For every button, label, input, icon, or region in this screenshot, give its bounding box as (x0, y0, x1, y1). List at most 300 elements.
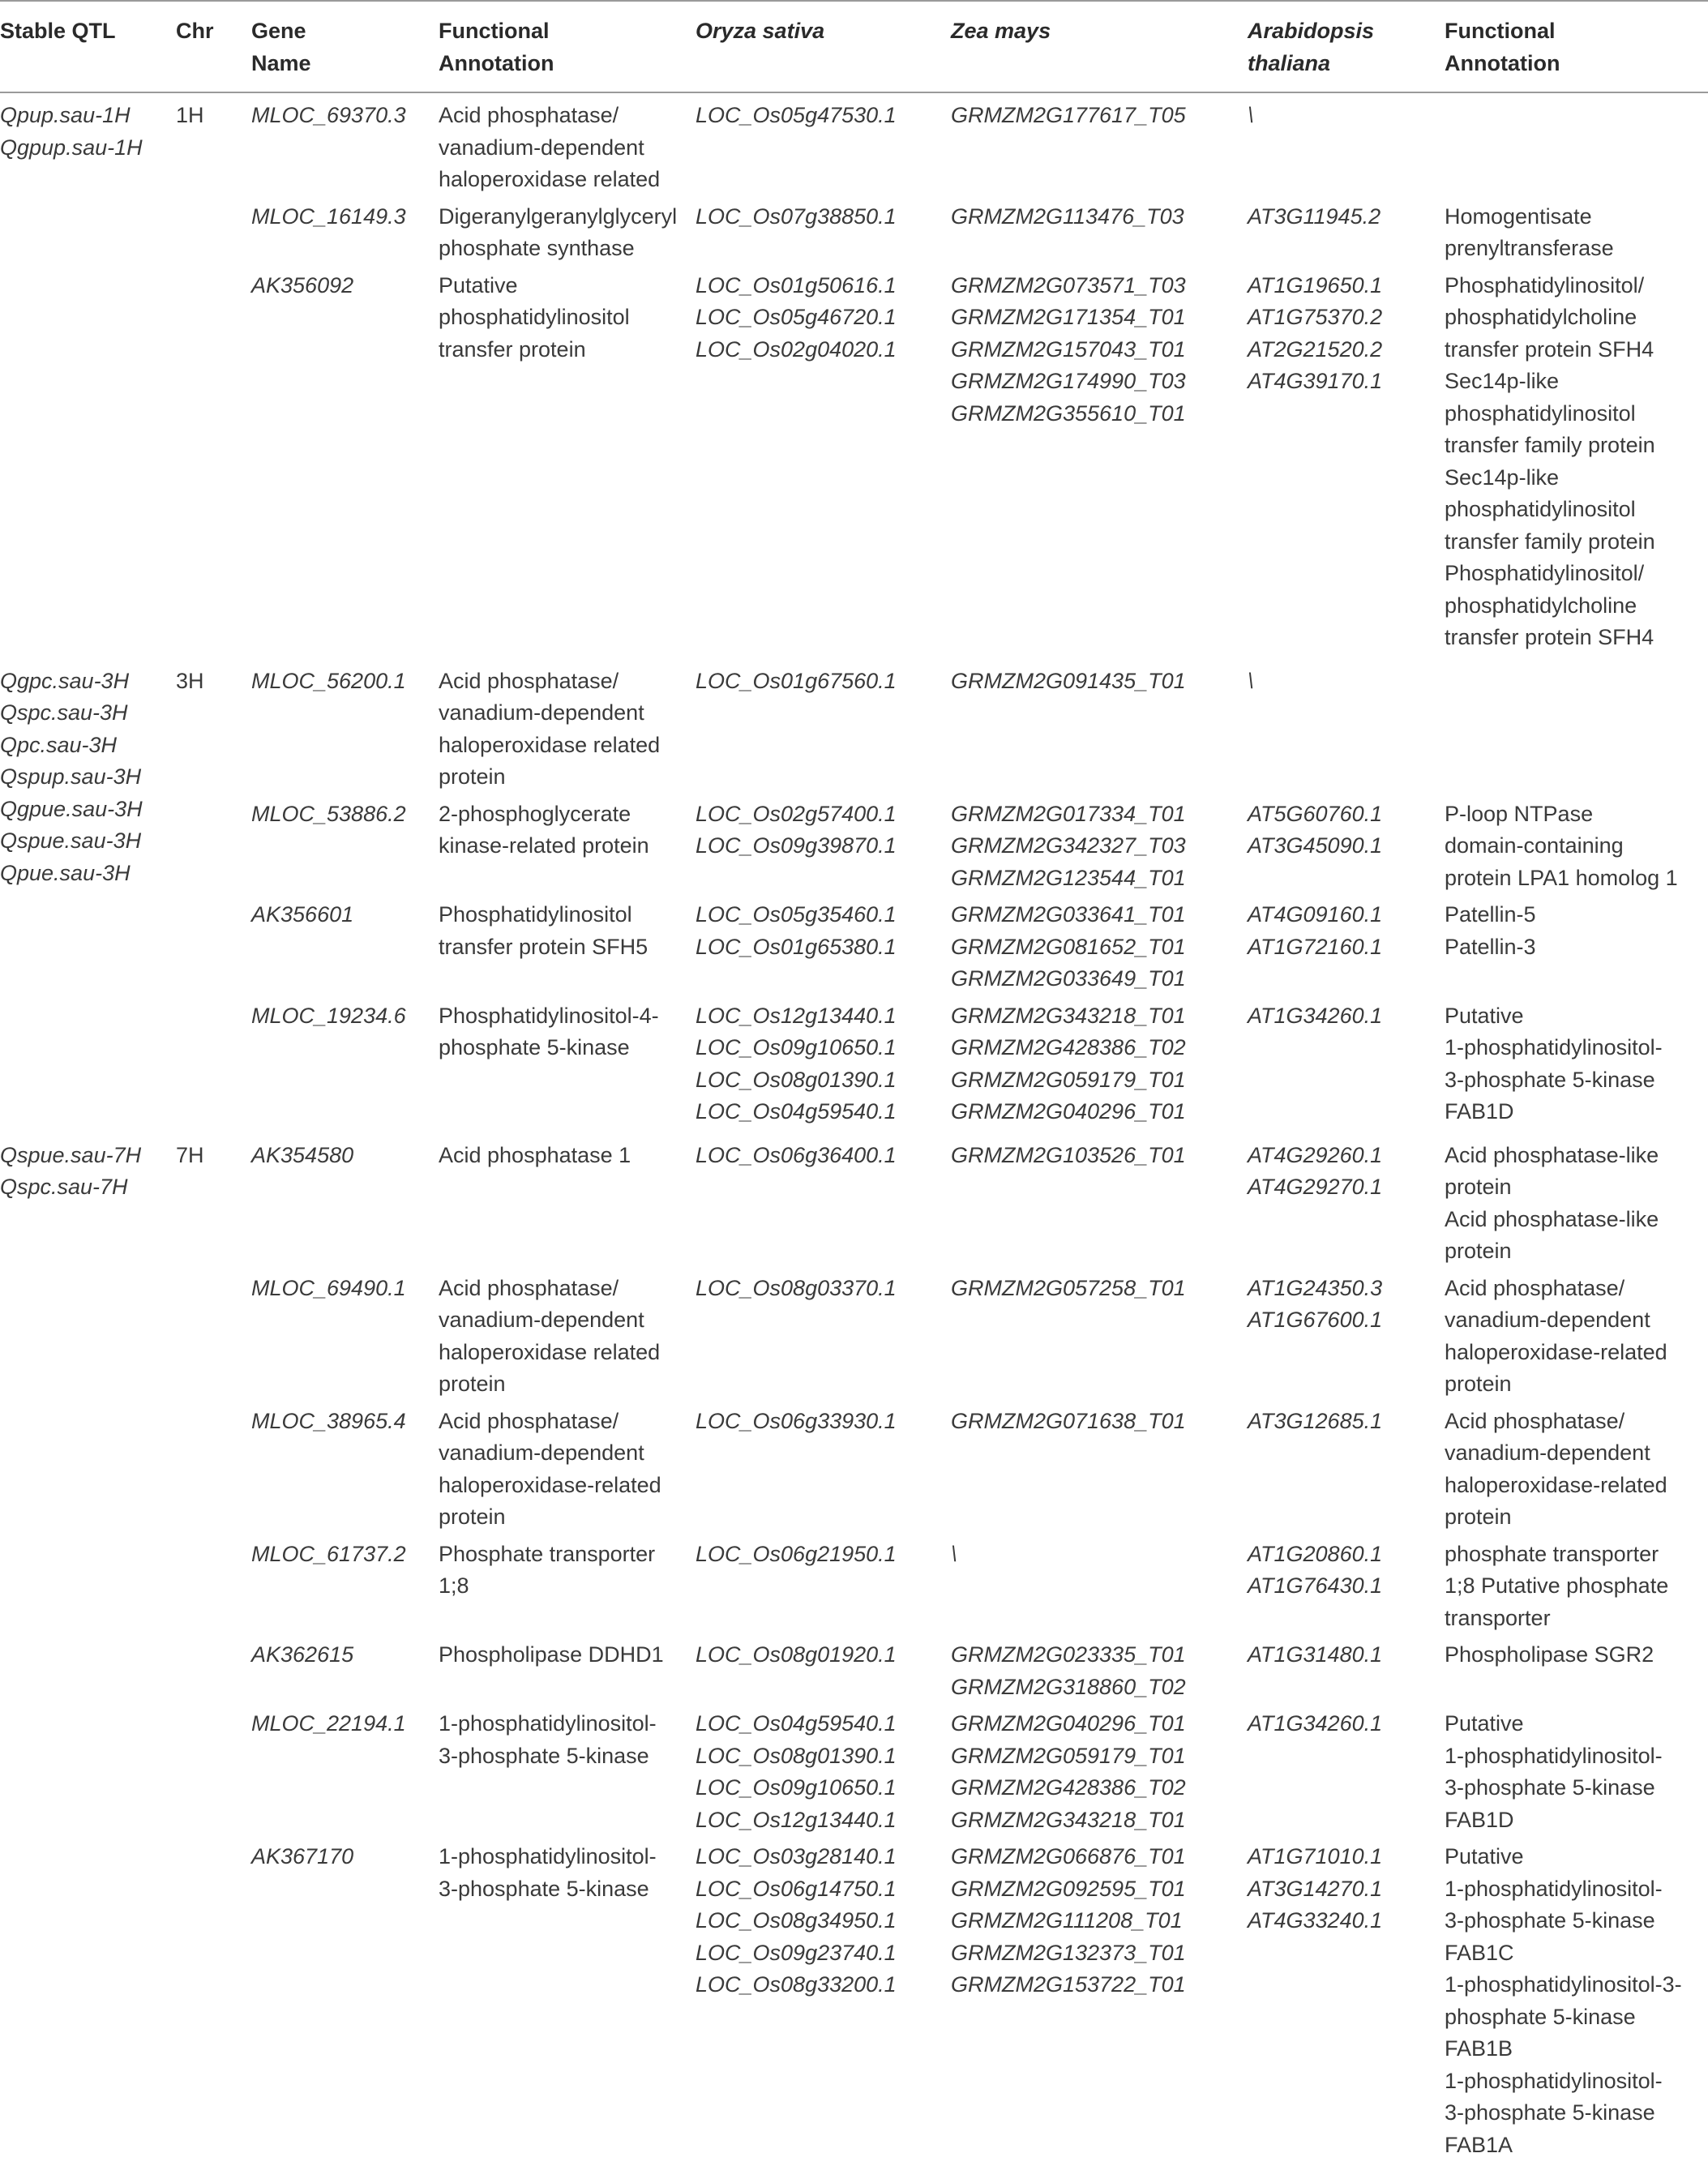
zea-cell-line: \ (951, 1539, 1248, 1571)
zea-cell-line: GRMZM2G111208_T01 (951, 1905, 1248, 1937)
oryza-cell-line: LOC_Os05g47530.1 (696, 100, 951, 132)
annotation2-cell (1445, 270, 1708, 659)
header-row (0, 1, 1708, 92)
chr-value: 7H (176, 1140, 251, 1172)
annotation2-cell-line: phosphate 5-kinase (1445, 2001, 1708, 2034)
annotation2-cell-line: phosphatidylcholine (1445, 302, 1708, 334)
arabidopsis-cell-line: AT1G71010.1 (1248, 1841, 1445, 1873)
gene-name: MLOC_22194.1 (251, 1708, 439, 1740)
annotation-cell-line: haloperoxidase related (439, 1337, 696, 1369)
annotation2-cell-line: Phosphatidylinositol/ (1445, 558, 1708, 590)
annotation-cell-line: 3-phosphate 5-kinase (439, 1873, 696, 1906)
annotation-cell-line: 2-phosphoglycerate (439, 798, 696, 831)
qtl-cell-line: Qgpup.sau-1H (0, 132, 176, 165)
header-label-line: Zea mays (951, 15, 1248, 48)
chr-value: 3H (176, 666, 251, 698)
annotation-cell (439, 659, 696, 798)
zea-cell-line: GRMZM2G153722_T01 (951, 1969, 1248, 2001)
zea-cell-line: GRMZM2G073571_T03 (951, 270, 1248, 302)
gene-name: MLOC_56200.1 (251, 666, 439, 698)
arabidopsis-cell-line: AT3G11945.2 (1248, 201, 1445, 233)
annotation2-cell-line: vanadium-dependent (1445, 1437, 1708, 1470)
qtl-cell-line: Qspue.sau-3H (0, 825, 176, 858)
oryza-cell (696, 270, 951, 659)
qtl-cell (0, 1133, 176, 2166)
table-row (0, 1133, 1708, 1273)
annotation2-cell-line: protein (1445, 1368, 1708, 1401)
oryza-cell (696, 798, 951, 900)
annotation-cell-line: vanadium-dependent (439, 1304, 696, 1337)
arabidopsis-cell-line: AT3G45090.1 (1248, 830, 1445, 863)
qtl-cell-line: Qgpc.sau-3H (0, 666, 176, 698)
zea-cell (951, 270, 1248, 659)
annotation2-cell (1445, 798, 1708, 900)
annotation-cell-line: Digeranylgeranylglyceryl (439, 201, 696, 233)
oryza-cell-line: LOC_Os06g33930.1 (696, 1406, 951, 1438)
annotation2-cell (1445, 1406, 1708, 1539)
oryza-cell-line: LOC_Os06g21950.1 (696, 1539, 951, 1571)
oryza-cell (696, 201, 951, 270)
oryza-cell-line: LOC_Os06g14750.1 (696, 1873, 951, 1906)
annotation2-cell-line: domain-containing (1445, 830, 1708, 863)
annotation-cell-line: vanadium-dependent (439, 697, 696, 730)
annotation-cell (439, 798, 696, 900)
zea-cell-line: GRMZM2G091435_T01 (951, 666, 1248, 698)
arabidopsis-cell-line: AT2G21520.2 (1248, 334, 1445, 366)
header-label-line: Oryza sativa (696, 15, 951, 48)
oryza-cell (696, 659, 951, 798)
oryza-cell (696, 899, 951, 1000)
annotation-cell-line: haloperoxidase-related (439, 1470, 696, 1502)
annotation-cell-line: Phosphate transporter (439, 1539, 696, 1571)
annotation-cell (439, 270, 696, 659)
annotation2-cell-line: FAB1C (1445, 1937, 1708, 1970)
zea-cell-line: GRMZM2G123544_T01 (951, 863, 1248, 895)
header-zea-mays (951, 1, 1248, 92)
annotation2-cell-line: transfer protein SFH4 (1445, 334, 1708, 366)
oryza-cell (696, 1406, 951, 1539)
arabidopsis-cell (1248, 1841, 1445, 2166)
oryza-cell-line: LOC_Os05g35460.1 (696, 899, 951, 931)
annotation-cell-line: Phospholipase DDHD1 (439, 1639, 696, 1672)
annotation2-cell (1445, 1273, 1708, 1406)
annotation2-cell-line: Acid phosphatase-like (1445, 1140, 1708, 1172)
arabidopsis-cell (1248, 1000, 1445, 1133)
annotation2-cell-line: 1-phosphatidylinositol-3- (1445, 1969, 1708, 2001)
annotation2-cell-line: 1-phosphatidylinositol- (1445, 2065, 1708, 2098)
annotation2-cell-line: haloperoxidase-related (1445, 1470, 1708, 1502)
zea-cell-line: GRMZM2G342327_T03 (951, 830, 1248, 863)
gene-name-cell (251, 92, 439, 201)
oryza-cell-line: LOC_Os05g46720.1 (696, 302, 951, 334)
annotation-cell-line: phosphatidylinositol (439, 302, 696, 334)
qtl-cell-line: Qpue.sau-3H (0, 858, 176, 890)
arabidopsis-cell-line: AT1G34260.1 (1248, 1708, 1445, 1740)
annotation2-cell-line: phosphatidylcholine (1445, 590, 1708, 623)
arabidopsis-cell-line: AT1G19650.1 (1248, 270, 1445, 302)
arabidopsis-cell-line: AT4G29260.1 (1248, 1140, 1445, 1172)
annotation-cell-line: protein (439, 1501, 696, 1534)
oryza-cell (696, 1708, 951, 1841)
arabidopsis-cell-line: AT1G24350.3 (1248, 1273, 1445, 1305)
table-body (0, 92, 1708, 2166)
annotation-cell-line: 1;8 (439, 1570, 696, 1603)
annotation2-cell-line: haloperoxidase-related (1445, 1337, 1708, 1369)
zea-cell-line: GRMZM2G343218_T01 (951, 1000, 1248, 1033)
annotation-cell-line: Putative (439, 270, 696, 302)
header-functional-annotation-2 (1445, 1, 1708, 92)
annotation2-cell-line: Acid phosphatase/ (1445, 1406, 1708, 1438)
zea-cell-line: GRMZM2G113476_T03 (951, 201, 1248, 233)
annotation-cell-line: haloperoxidase related (439, 730, 696, 762)
annotation2-cell-line: protein (1445, 1171, 1708, 1204)
qtl-cell (0, 659, 176, 1133)
annotation2-cell-line: protein LPA1 homolog 1 (1445, 863, 1708, 895)
table-row (0, 1639, 1708, 1708)
arabidopsis-cell (1248, 1708, 1445, 1841)
annotation-cell (439, 92, 696, 201)
annotation2-cell-line: protein (1445, 1235, 1708, 1268)
annotation2-cell-line: FAB1D (1445, 1096, 1708, 1128)
gene-name: MLOC_61737.2 (251, 1539, 439, 1571)
annotation2-cell-line: 3-phosphate 5-kinase (1445, 2097, 1708, 2130)
oryza-cell-line: LOC_Os08g34950.1 (696, 1905, 951, 1937)
annotation-cell-line: Acid phosphatase/ (439, 100, 696, 132)
gene-name-cell (251, 1841, 439, 2166)
zea-cell-line: GRMZM2G318860_T02 (951, 1672, 1248, 1704)
zea-cell (951, 1708, 1248, 1841)
zea-cell-line: GRMZM2G066876_T01 (951, 1841, 1248, 1873)
header-label-line: Annotation (439, 48, 696, 80)
oryza-cell-line: LOC_Os01g67560.1 (696, 666, 951, 698)
zea-cell-line: GRMZM2G081652_T01 (951, 931, 1248, 964)
qtl-cell (0, 92, 176, 659)
header-gene-name (251, 1, 439, 92)
oryza-cell-line: LOC_Os09g39870.1 (696, 830, 951, 863)
header-arabidopsis-thaliana (1248, 1, 1445, 92)
arabidopsis-cell (1248, 92, 1445, 201)
annotation2-cell-line: Homogentisate (1445, 201, 1708, 233)
oryza-cell-line: LOC_Os12g13440.1 (696, 1804, 951, 1837)
table-row (0, 798, 1708, 900)
annotation2-cell-line: phosphatidylinositol (1445, 494, 1708, 526)
table-row (0, 1539, 1708, 1640)
zea-cell-line: GRMZM2G059179_T01 (951, 1740, 1248, 1773)
oryza-cell-line: LOC_Os04g59540.1 (696, 1708, 951, 1740)
gene-name: AK356601 (251, 899, 439, 931)
annotation2-cell-line: Acid phosphatase/ (1445, 1273, 1708, 1305)
table-row (0, 659, 1708, 798)
zea-cell-line: GRMZM2G177617_T05 (951, 100, 1248, 132)
oryza-cell (696, 1000, 951, 1133)
annotation2-cell-line: FAB1B (1445, 2033, 1708, 2065)
zea-cell (951, 1841, 1248, 2166)
arabidopsis-cell (1248, 1639, 1445, 1708)
header-functional-annotation (439, 1, 696, 92)
header-label-line: thaliana (1248, 48, 1445, 80)
header-oryza-sativa (696, 1, 951, 92)
header-label-line: Name (251, 48, 439, 80)
zea-cell (951, 798, 1248, 900)
annotation2-cell (1445, 1639, 1708, 1708)
annotation-cell-line: Acid phosphatase/ (439, 666, 696, 698)
oryza-cell-line: LOC_Os06g36400.1 (696, 1140, 951, 1172)
arabidopsis-cell (1248, 1539, 1445, 1640)
annotation-cell-line: transfer protein SFH5 (439, 931, 696, 964)
arabidopsis-cell (1248, 1406, 1445, 1539)
zea-cell-line: GRMZM2G059179_T01 (951, 1064, 1248, 1097)
annotation2-cell (1445, 1000, 1708, 1133)
header-label-line: Chr (176, 15, 251, 48)
annotation2-cell-line: Acid phosphatase-like (1445, 1204, 1708, 1236)
chr-cell (176, 1133, 251, 2166)
annotation-cell-line: protein (439, 761, 696, 794)
annotation-cell (439, 1000, 696, 1133)
zea-cell (951, 659, 1248, 798)
annotation2-cell-line: 1;8 Putative phosphate (1445, 1570, 1708, 1603)
oryza-cell (696, 92, 951, 201)
annotation2-cell (1445, 1539, 1708, 1640)
annotation2-cell-line: transfer family protein (1445, 526, 1708, 559)
oryza-cell (696, 1133, 951, 1273)
table-row (0, 92, 1708, 201)
gene-name: MLOC_53886.2 (251, 798, 439, 831)
header-label-line: Functional (1445, 15, 1708, 48)
annotation2-cell-line: Phospholipase SGR2 (1445, 1639, 1708, 1672)
oryza-cell-line: LOC_Os01g50616.1 (696, 270, 951, 302)
annotation2-cell-line: FAB1A (1445, 2130, 1708, 2162)
arabidopsis-cell (1248, 1133, 1445, 1273)
zea-cell-line: GRMZM2G132373_T01 (951, 1937, 1248, 1970)
zea-cell-line: GRMZM2G017334_T01 (951, 798, 1248, 831)
arabidopsis-cell-line: AT1G72160.1 (1248, 931, 1445, 964)
annotation2-cell (1445, 1841, 1708, 2166)
annotation-cell-line: 1-phosphatidylinositol- (439, 1841, 696, 1873)
annotation-cell-line: Phosphatidylinositol (439, 899, 696, 931)
oryza-cell-line: LOC_Os08g01390.1 (696, 1740, 951, 1773)
zea-cell (951, 1406, 1248, 1539)
gene-name-cell (251, 1133, 439, 1273)
gene-name: MLOC_19234.6 (251, 1000, 439, 1033)
annotation-cell (439, 1841, 696, 2166)
annotation-cell (439, 1133, 696, 1273)
annotation2-cell (1445, 201, 1708, 270)
zea-cell-line: GRMZM2G103526_T01 (951, 1140, 1248, 1172)
zea-cell-line: GRMZM2G040296_T01 (951, 1096, 1248, 1128)
arabidopsis-cell (1248, 899, 1445, 1000)
table-row (0, 1841, 1708, 2166)
oryza-cell-line: LOC_Os02g04020.1 (696, 334, 951, 366)
annotation2-cell-line: Putative (1445, 1708, 1708, 1740)
annotation2-cell-line: 3-phosphate 5-kinase (1445, 1772, 1708, 1804)
arabidopsis-cell-line: \ (1248, 666, 1445, 698)
annotation-cell-line: haloperoxidase related (439, 164, 696, 196)
gene-name-cell (251, 1000, 439, 1133)
qtl-cell-line: Qspc.sau-7H (0, 1171, 176, 1204)
annotation2-cell-line: 1-phosphatidylinositol- (1445, 1873, 1708, 1906)
oryza-cell-line: LOC_Os08g01390.1 (696, 1064, 951, 1097)
annotation-cell-line: transfer protein (439, 334, 696, 366)
oryza-cell (696, 1273, 951, 1406)
zea-cell-line: GRMZM2G057258_T01 (951, 1273, 1248, 1305)
table-row (0, 1000, 1708, 1133)
annotation2-cell-line: transfer family protein (1445, 430, 1708, 462)
header-stable-qtl (0, 1, 176, 92)
table-row (0, 899, 1708, 1000)
header-chr (176, 1, 251, 92)
annotation2-cell-line: Patellin-3 (1445, 931, 1708, 964)
table-row (0, 1273, 1708, 1406)
annotation-cell-line: 3-phosphate 5-kinase (439, 1740, 696, 1773)
gene-name-cell (251, 201, 439, 270)
annotation-cell (439, 1708, 696, 1841)
annotation2-cell-line: Phosphatidylinositol/ (1445, 270, 1708, 302)
zea-cell-line: GRMZM2G033641_T01 (951, 899, 1248, 931)
zea-cell-line: GRMZM2G033649_T01 (951, 963, 1248, 995)
annotation2-cell-line: Putative (1445, 1000, 1708, 1033)
gene-name: MLOC_16149.3 (251, 201, 439, 233)
annotation2-cell-line: 1-phosphatidylinositol- (1445, 1032, 1708, 1064)
gene-name: MLOC_69490.1 (251, 1273, 439, 1305)
zea-cell-line: GRMZM2G157043_T01 (951, 334, 1248, 366)
annotation2-cell (1445, 1133, 1708, 1273)
oryza-cell-line: LOC_Os08g03370.1 (696, 1273, 951, 1305)
annotation-cell-line: phosphate synthase (439, 233, 696, 265)
arabidopsis-cell-line: AT1G67600.1 (1248, 1304, 1445, 1337)
annotation2-cell-line: phosphatidylinositol (1445, 398, 1708, 430)
annotation2-cell-line: P-loop NTPase (1445, 798, 1708, 831)
gene-name-cell (251, 899, 439, 1000)
zea-cell-line: GRMZM2G428386_T02 (951, 1032, 1248, 1064)
qtl-cell-line: Qspue.sau-7H (0, 1140, 176, 1172)
oryza-cell-line: LOC_Os07g38850.1 (696, 201, 951, 233)
annotation2-cell-line: 1-phosphatidylinositol- (1445, 1740, 1708, 1773)
annotation2-cell-line: phosphate transporter (1445, 1539, 1708, 1571)
annotation-cell (439, 1273, 696, 1406)
arabidopsis-cell (1248, 659, 1445, 798)
gene-name: MLOC_69370.3 (251, 100, 439, 132)
zea-cell (951, 899, 1248, 1000)
annotation-cell-line: kinase-related protein (439, 830, 696, 863)
qtl-cell-line: Qgpue.sau-3H (0, 794, 176, 826)
table-row (0, 1708, 1708, 1841)
arabidopsis-cell-line: AT1G75370.2 (1248, 302, 1445, 334)
annotation2-cell-line: Patellin-5 (1445, 899, 1708, 931)
zea-cell-line: GRMZM2G428386_T02 (951, 1772, 1248, 1804)
oryza-cell-line: LOC_Os03g28140.1 (696, 1841, 951, 1873)
arabidopsis-cell-line: AT4G39170.1 (1248, 366, 1445, 398)
zea-cell-line: GRMZM2G355610_T01 (951, 398, 1248, 430)
zea-cell (951, 1639, 1248, 1708)
zea-cell-line: GRMZM2G174990_T03 (951, 366, 1248, 398)
annotation-cell-line: Phosphatidylinositol-4- (439, 1000, 696, 1033)
gene-name: MLOC_38965.4 (251, 1406, 439, 1438)
arabidopsis-cell (1248, 1273, 1445, 1406)
oryza-cell (696, 1639, 951, 1708)
arabidopsis-cell-line: AT4G09160.1 (1248, 899, 1445, 931)
oryza-cell-line: LOC_Os08g01920.1 (696, 1639, 951, 1672)
zea-cell-line: GRMZM2G023335_T01 (951, 1639, 1248, 1672)
arabidopsis-cell-line: AT3G12685.1 (1248, 1406, 1445, 1438)
oryza-cell-line: LOC_Os09g23740.1 (696, 1937, 951, 1970)
gene-name-cell (251, 270, 439, 659)
chr-cell (176, 659, 251, 1133)
annotation-cell-line: Acid phosphatase/ (439, 1406, 696, 1438)
annotation2-cell-line: Putative (1445, 1841, 1708, 1873)
annotation2-cell (1445, 659, 1708, 798)
annotation2-cell-line: Sec14p-like (1445, 366, 1708, 398)
annotation2-cell-line: transporter (1445, 1603, 1708, 1635)
oryza-cell-line: LOC_Os01g65380.1 (696, 931, 951, 964)
annotation2-cell (1445, 92, 1708, 201)
chr-value: 1H (176, 100, 251, 132)
zea-cell-line: GRMZM2G092595_T01 (951, 1873, 1248, 1906)
oryza-cell-line: LOC_Os09g10650.1 (696, 1772, 951, 1804)
gene-name-cell (251, 659, 439, 798)
arabidopsis-cell-line: AT1G20860.1 (1248, 1539, 1445, 1571)
annotation-cell (439, 201, 696, 270)
oryza-cell-line: LOC_Os02g57400.1 (696, 798, 951, 831)
annotation-cell-line: protein (439, 1368, 696, 1401)
arabidopsis-cell-line: AT1G34260.1 (1248, 1000, 1445, 1033)
annotation-cell (439, 1639, 696, 1708)
arabidopsis-cell (1248, 270, 1445, 659)
zea-cell-line: GRMZM2G071638_T01 (951, 1406, 1248, 1438)
table-row (0, 1406, 1708, 1539)
zea-cell-line: GRMZM2G343218_T01 (951, 1804, 1248, 1837)
annotation-cell-line: Acid phosphatase 1 (439, 1140, 696, 1172)
zea-cell-line: GRMZM2G171354_T01 (951, 302, 1248, 334)
header-label-line: Functional (439, 15, 696, 48)
zea-cell (951, 1539, 1248, 1640)
header-label-line: Stable QTL (0, 15, 176, 48)
arabidopsis-cell-line: AT4G33240.1 (1248, 1905, 1445, 1937)
header-label-line: Arabidopsis (1248, 15, 1445, 48)
zea-cell (951, 1000, 1248, 1133)
gene-name-cell (251, 1708, 439, 1841)
arabidopsis-cell-line: AT1G31480.1 (1248, 1639, 1445, 1672)
annotation-cell-line: Acid phosphatase/ (439, 1273, 696, 1305)
header-label-line: Annotation (1445, 48, 1708, 80)
oryza-cell-line: LOC_Os12g13440.1 (696, 1000, 951, 1033)
gene-name-cell (251, 1539, 439, 1640)
annotation-cell-line: vanadium-dependent (439, 132, 696, 165)
zea-cell-line: GRMZM2G040296_T01 (951, 1708, 1248, 1740)
qtl-cell-line: Qpc.sau-3H (0, 730, 176, 762)
annotation-cell-line: phosphate 5-kinase (439, 1032, 696, 1064)
qtl-cell-line: Qspup.sau-3H (0, 761, 176, 794)
zea-cell (951, 92, 1248, 201)
annotation2-cell-line: vanadium-dependent (1445, 1304, 1708, 1337)
annotation-cell (439, 1406, 696, 1539)
arabidopsis-cell (1248, 798, 1445, 900)
annotation2-cell (1445, 899, 1708, 1000)
arabidopsis-cell-line: \ (1248, 100, 1445, 132)
oryza-cell-line: LOC_Os08g33200.1 (696, 1969, 951, 2001)
oryza-cell (696, 1841, 951, 2166)
qtl-cell-line: Qpup.sau-1H (0, 100, 176, 132)
arabidopsis-cell (1248, 201, 1445, 270)
table-row (0, 201, 1708, 270)
oryza-cell (696, 1539, 951, 1640)
header-label-line: Gene (251, 15, 439, 48)
gene-name-cell (251, 798, 439, 900)
annotation-cell (439, 899, 696, 1000)
zea-cell (951, 1273, 1248, 1406)
arabidopsis-cell-line: AT3G14270.1 (1248, 1873, 1445, 1906)
qtl-cell-line: Qspc.sau-3H (0, 697, 176, 730)
zea-cell (951, 201, 1248, 270)
